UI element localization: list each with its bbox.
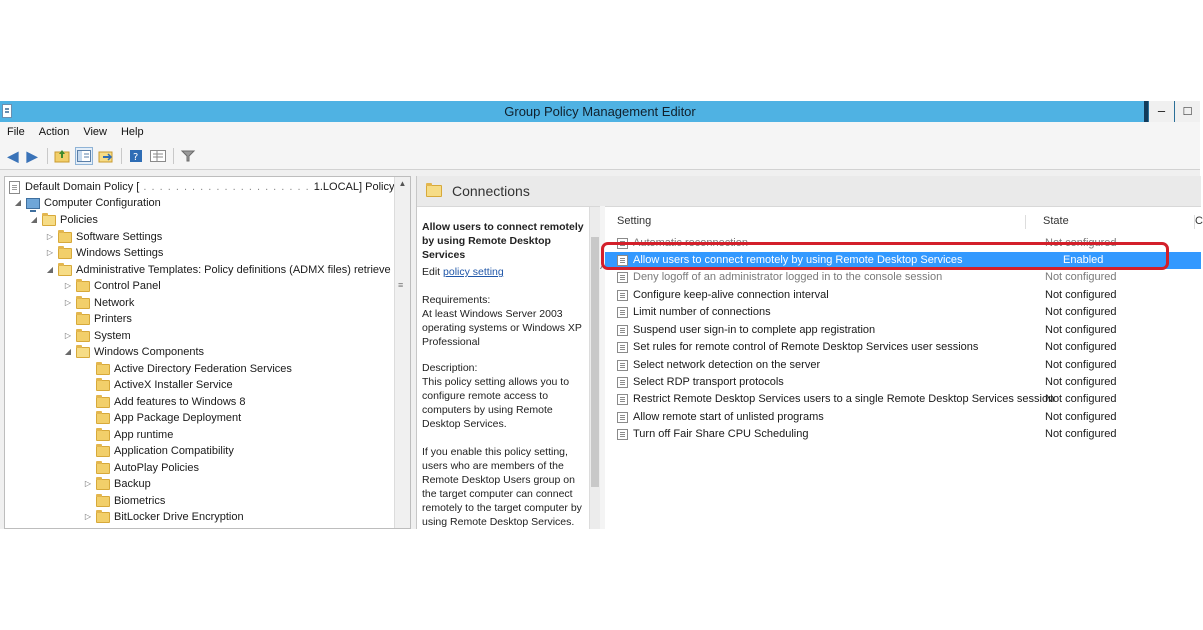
folder-open-icon [58, 265, 72, 276]
policy-state: Not configured [1045, 237, 1117, 249]
tree-item-administrative-templates[interactable] [45, 262, 391, 278]
show-hide-tree-icon[interactable] [75, 147, 93, 165]
folder-icon [76, 331, 90, 342]
policy-state: Not configured [1045, 324, 1117, 336]
description-scrollbar[interactable] [589, 207, 600, 529]
policy-row[interactable] [605, 287, 1201, 304]
tree-root[interactable] [9, 179, 394, 195]
menu-file[interactable]: File [7, 126, 25, 138]
tree-root-suffix: 1.LOCAL] Policy [313, 181, 395, 193]
toolbar-separator [121, 148, 122, 164]
policy-state: Not configured [1045, 393, 1117, 405]
tree-item-label: Active Directory Federation Services [114, 363, 292, 375]
tree-item-system[interactable] [63, 328, 131, 344]
policy-setting-icon [617, 377, 628, 388]
tree-item-activex[interactable] [83, 377, 233, 393]
tree-item-label: Biometrics [114, 495, 166, 507]
policy-row[interactable] [605, 235, 1201, 252]
tree-item-label: Computer Configuration [44, 197, 161, 209]
tree-item-label: ActiveX Installer Service [114, 379, 233, 391]
pane-header [417, 176, 1201, 206]
folder-icon [96, 397, 110, 408]
policy-setting-icon [617, 307, 628, 318]
tree-item-network[interactable] [63, 295, 134, 311]
export-list-icon[interactable] [97, 147, 115, 165]
tree-item-autoplay-policies[interactable] [83, 460, 199, 476]
tree-item-label: Windows Components [94, 346, 205, 358]
filter-icon[interactable] [179, 147, 197, 165]
tree-item-label: Printers [94, 313, 132, 325]
tree-item-add-features[interactable] [83, 394, 245, 410]
policy-row[interactable] [605, 391, 1201, 408]
policy-setting-icon [617, 342, 628, 353]
list-header [605, 212, 1201, 230]
policy-setting-icon [617, 429, 628, 440]
folder-icon [96, 413, 110, 424]
toolbar-separator [47, 148, 48, 164]
tree-item-software-settings[interactable] [45, 229, 162, 245]
policy-name: Deny logoff of an administrator logged in to the console session [633, 271, 943, 283]
policy-setting-icon [617, 394, 628, 405]
policy-name: Suspend user sign-in to complete app registration [633, 324, 876, 336]
expand-toggle-icon[interactable]: ◢ [14, 198, 22, 207]
menu-action[interactable]: Action [38, 126, 70, 138]
tree-item-label: App Package Deployment [114, 412, 242, 424]
tree-scrollbar[interactable] [394, 177, 410, 528]
tree-item-application-compatibility[interactable] [83, 443, 234, 459]
folder-icon [76, 314, 90, 325]
policy-row[interactable] [605, 339, 1201, 356]
policy-setting-icon [617, 255, 628, 266]
svg-text:?: ? [133, 151, 139, 163]
policy-row[interactable] [605, 357, 1201, 374]
folder-icon [76, 298, 90, 309]
detail-text: If you enable this policy setting, users who are members of the Remote Desktop Users group on the target computer can connect remotely to the target computer by using Remote Desktop Services. [422, 446, 582, 528]
maximize-button[interactable]: □ [1174, 101, 1200, 122]
folder-icon [58, 232, 72, 243]
tree-item-computer-configuration[interactable] [13, 195, 161, 211]
policy-row[interactable] [605, 269, 1201, 286]
details-pane [416, 176, 1203, 529]
policy-name: Set rules for remote control of Remote Desktop Services user sessions [633, 341, 979, 353]
tree-item-label: Software Settings [76, 231, 163, 243]
folder-icon [76, 281, 90, 292]
properties-icon[interactable] [149, 147, 167, 165]
policy-setting-icon [617, 290, 628, 301]
collapse-toggle-icon[interactable]: ▷ [46, 232, 54, 241]
back-arrow-icon[interactable]: ◀ [7, 147, 19, 164]
scroll-thumb[interactable] [591, 237, 599, 487]
tree-item-windows-settings[interactable] [45, 245, 163, 261]
folder-icon [58, 248, 72, 259]
policy-setting-icon [617, 272, 628, 283]
pane-title: Connections [452, 183, 530, 199]
menu-help[interactable]: Help [120, 126, 144, 138]
tree-item-label: Policies [60, 214, 98, 226]
policy-state: Not configured [1045, 376, 1117, 388]
policy-row[interactable] [605, 426, 1201, 443]
folder-icon [96, 446, 110, 457]
requirements-block [422, 293, 590, 349]
console-tree[interactable] [4, 176, 411, 529]
policy-document-icon [9, 181, 20, 194]
tree-item-label: Control Panel [94, 280, 161, 292]
tree-item-biometrics[interactable] [83, 493, 165, 509]
policy-name: Limit number of connections [633, 306, 771, 318]
tree-root-label: Default Domain Policy [ [25, 181, 140, 193]
column-state[interactable]: State [1043, 215, 1069, 227]
expand-toggle-icon[interactable]: ◢ [64, 347, 72, 356]
description-label: Description: [422, 362, 478, 374]
folder-icon [96, 479, 110, 490]
requirements-text: At least Windows Server 2003 operating systems or Windows XP Professional [422, 308, 582, 348]
policy-list [605, 206, 1201, 529]
help-icon[interactable] [127, 147, 145, 165]
redacted-domain: . . . . . . . . . . . . . . . . . . . . . [139, 181, 314, 193]
column-divider[interactable] [1025, 215, 1026, 229]
title-bar[interactable] [0, 101, 1200, 122]
scroll-grip-icon[interactable]: ≡ [398, 280, 404, 290]
tree-item-windows-components[interactable] [63, 344, 204, 360]
policy-name: Turn off Fair Share CPU Scheduling [633, 428, 809, 440]
collapse-toggle-icon[interactable]: ▷ [46, 248, 54, 257]
tree-item-backup[interactable] [83, 476, 151, 492]
policy-name: Allow users to connect remotely by using Remote Desktop Services [633, 254, 963, 266]
folder-icon [96, 364, 110, 375]
policy-row[interactable] [605, 322, 1201, 339]
minimize-button[interactable]: – [1148, 101, 1174, 122]
policy-row-selected[interactable] [605, 252, 1201, 269]
tree-item-app-package-deployment[interactable] [83, 410, 241, 426]
computer-icon [26, 198, 40, 209]
tree-item-control-panel[interactable] [63, 278, 161, 294]
collapse-chevron-icon[interactable]: ^ [600, 262, 606, 276]
collapse-toggle-icon[interactable]: ▷ [64, 331, 72, 340]
tree-item-label: App runtime [114, 429, 174, 441]
edit-policy-line [422, 265, 590, 279]
policy-setting-icon [617, 325, 628, 336]
tree-item-bitlocker[interactable] [83, 509, 244, 525]
tree-item-label: Network [94, 297, 135, 309]
folder-open-icon [42, 215, 56, 226]
policy-name: Restrict Remote Desktop Services users to a single Remote Desktop Services session [633, 393, 1055, 405]
folder-icon [96, 380, 110, 391]
policy-row[interactable] [605, 304, 1201, 321]
policy-name: Allow remote start of unlisted programs [633, 411, 824, 423]
folder-icon [96, 463, 110, 474]
tree-item-label: Add features to Windows 8 [114, 396, 246, 408]
menu-bar [0, 122, 1200, 142]
edit-prefix: Edit [422, 266, 441, 278]
gpme-window [0, 101, 1203, 529]
policy-state: Not configured [1045, 428, 1117, 440]
forward-arrow-icon[interactable]: ▶ [26, 147, 38, 164]
folder-open-icon [426, 185, 442, 197]
folder-icon [96, 496, 110, 507]
scroll-up-icon[interactable]: ▲ [398, 179, 407, 188]
collapse-toggle-icon[interactable]: ▷ [64, 281, 72, 290]
policy-setting-icon [617, 360, 628, 371]
tree-item-label: System [94, 330, 131, 342]
requirements-label: Requirements: [422, 294, 491, 306]
policy-name: Automatic reconnection [633, 237, 748, 249]
policy-setting-icon [617, 412, 628, 423]
policy-name-text: Allow users to connect remotely by using Remote Desktop Services [422, 221, 584, 261]
toolbar [0, 142, 1200, 170]
folder-icon [96, 430, 110, 441]
detail-block [422, 445, 590, 529]
policy-state: Not configured [1045, 289, 1117, 301]
tree-item-app-runtime[interactable] [83, 427, 173, 443]
tree-item-label: AutoPlay Policies [114, 462, 199, 474]
tree-item-label: BitLocker Drive Encryption [114, 511, 244, 523]
collapse-toggle-icon[interactable]: ▷ [84, 479, 92, 488]
policy-state: Not configured [1045, 306, 1117, 318]
description-policy-name [422, 220, 590, 262]
expand-toggle-icon[interactable]: ◢ [46, 265, 54, 274]
collapse-toggle-icon[interactable]: ▷ [64, 298, 72, 307]
tree-item-label: Backup [114, 478, 151, 490]
description-text: This policy setting allows you to configure remote access to computers by using Remote Desktop Services. [422, 376, 570, 430]
menu-view[interactable]: View [83, 126, 107, 138]
toolbar-separator [173, 148, 174, 164]
policy-state: Not configured [1045, 271, 1117, 283]
policy-name: Select RDP transport protocols [633, 376, 784, 388]
tree-item-printers[interactable] [63, 311, 132, 327]
tree-item-label: Windows Settings [76, 247, 164, 259]
tree-item-label: Application Compatibility [114, 445, 234, 457]
expand-toggle-icon[interactable]: ◢ [30, 215, 38, 224]
policy-state: Enabled [1063, 254, 1104, 266]
description-block [422, 361, 590, 431]
policy-state: Not configured [1045, 411, 1117, 423]
policy-row[interactable] [605, 374, 1201, 391]
window-controls [1144, 101, 1200, 122]
policy-name: Select network detection on the server [633, 359, 821, 371]
policy-state: Not configured [1045, 359, 1117, 371]
policy-name: Configure keep-alive connection interval [633, 289, 829, 301]
edit-policy-setting-link[interactable]: policy setting [443, 266, 504, 278]
tree-item-adfs[interactable] [83, 361, 292, 377]
policy-state: Not configured [1045, 341, 1117, 353]
up-folder-icon[interactable] [53, 147, 71, 165]
tree-item-policies[interactable] [29, 212, 98, 228]
extended-description-pane [417, 206, 600, 529]
column-setting[interactable]: Setting [617, 215, 652, 227]
tree-item-label: Administrative Templates: Policy definitions (ADMX files) retrieve [76, 264, 391, 276]
folder-icon [96, 512, 110, 523]
collapse-toggle-icon[interactable]: ▷ [84, 512, 92, 521]
policy-row[interactable] [605, 409, 1201, 426]
policy-setting-icon [617, 238, 628, 249]
folder-open-icon [76, 347, 90, 358]
window-title: Group Policy Management Editor [504, 104, 696, 119]
column-comment[interactable]: C [1195, 215, 1203, 227]
